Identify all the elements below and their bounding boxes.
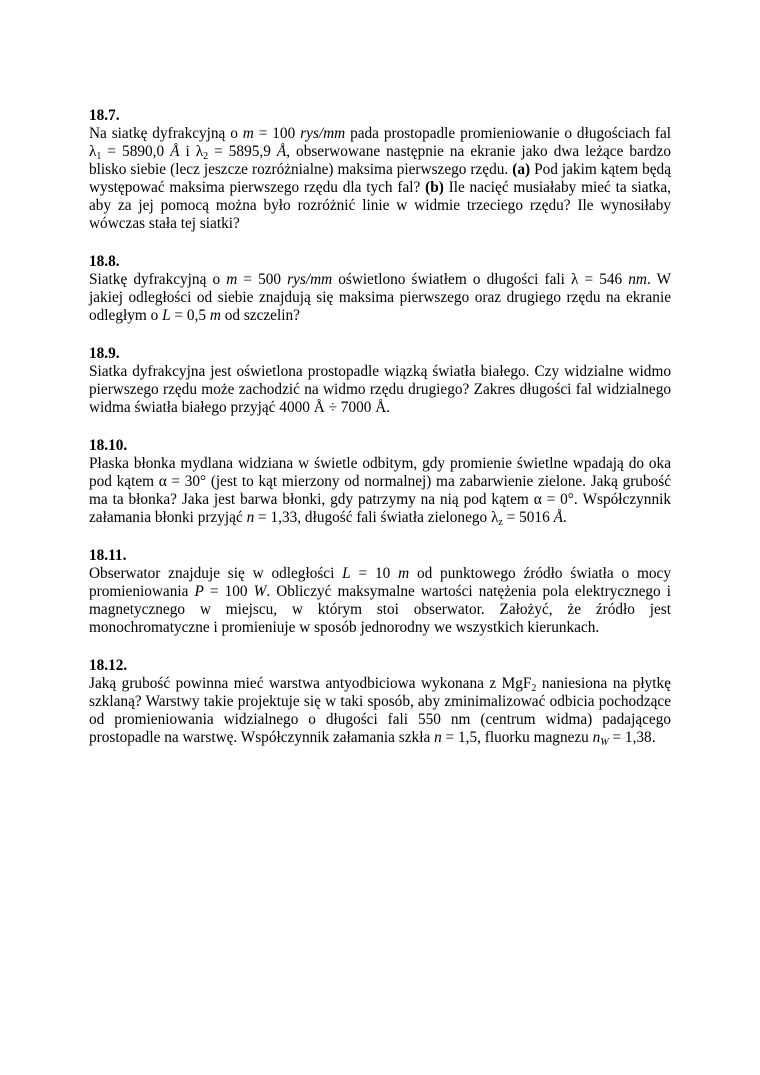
text-run: Ile nacięć musiałaby mieć ta siatka, aby za jej pomocą można było rozróżnić linie w widmie trzeciego rzędu? Ile wynosiłaby wówczas stała tej siatki? [89,179,671,232]
text-run: oświetlono światłem o długości fali λ = 546 [332,271,629,288]
text-run: rys/mm [287,271,333,288]
problem-text [89,125,671,233]
text-run: . Obliczyć maksymalne wartości natężenia pola elektrycznego i magnetycznego w miejscu, w którym stoi obserwator. Założyć, że źródło jest monochromatyczne i promieniuje w sposób jednorodny we wszystkich kierunkach. [89,583,672,636]
text-run: 2 [531,683,537,694]
text-run: Na siatkę dyfrakcyjną o [89,125,243,142]
text-run: = 5895,9 [208,143,277,160]
problem-number: 18.9. [89,345,120,362]
text-run: pada prostopadle promieniowanie o długościach fal [345,125,672,142]
text-run: = 1,5, fluorku magnezu [441,729,593,746]
text-run: Å [170,143,180,160]
problem-block [89,657,671,747]
text-run: . W jakiej odległości od siebie znajdują się maksima pierwszego oraz drugiego rzędu na ekranie odległym o [89,271,672,324]
text-run: Płaska błonka mydlana widziana w świetle odbitym, gdy promienie świetlne wpadają do oka pod kątem α = 30° (jest to kąt mierzony od normalnej) ma zabarwienie zielone. Jaką grubość ma ta błonka? Jaka jest barwa błonki, gdy patrzymy na nią pod kątem α = 0°. Współczynnik załamania błonki przyjąć [89,455,671,526]
text-run: , obserwowane następnie na ekranie jako dwa leżące bardzo blisko siebie (lecz jeszcze rozróżnialne) maksima pierwszego rzędu. [89,143,671,178]
problem-number: 18.7. [89,107,120,124]
text-run: = 5016 [502,509,554,526]
text-run: P [194,583,204,600]
text-run: Å [553,509,563,526]
problem-text [89,271,671,325]
text-run: = 500 [237,271,288,288]
text-run: Siatkę dyfrakcyjną o [89,271,227,288]
problem-text [89,675,671,747]
text-run: = 1,38. [608,729,656,746]
problem-text [89,565,671,637]
text-run: = 0,5 [170,307,210,324]
text-run: nm [628,271,647,288]
text-run: m [242,125,254,142]
text-run: m [226,271,238,288]
text-run: L [342,565,351,582]
text-run: (b) [425,179,444,196]
problem-list [89,107,671,747]
problem-block [89,437,671,527]
text-run: m [209,307,221,324]
problem-block [89,345,671,417]
text-run: n [592,729,601,746]
text-run: 2 [203,151,209,162]
problem-text [89,363,671,417]
text-run: = 100 [253,125,301,142]
text-run: Pod jakim kątem będą występować maksima pierwszego rzędu dla tych fal? [89,161,671,196]
text-run: 1 [96,151,102,162]
text-run: = 1,33, długość fali światła zielonego λ [254,509,499,526]
text-run: . [562,509,567,526]
text-run: λ [89,143,97,160]
text-run: (a) [512,161,531,178]
problem-number: 18.8. [89,253,120,270]
problem-number: 18.10. [89,437,128,454]
text-run: od szczelin? [220,307,300,324]
text-run: W [600,737,609,748]
text-run: i [179,143,196,160]
text-run: L [162,307,171,324]
problem-block [89,107,671,233]
text-run: = 10 [350,565,399,582]
problem-block [89,253,671,325]
text-run: Å [276,143,287,160]
text-run: Obserwator znajduje się w odległości [89,565,343,582]
text-run: n [246,509,255,526]
text-run: Siatka dyfrakcyjna jest oświetlona prostopadle wiązką światła białego. Czy widzialne widmo pierwszego rzędu może zachodzić na widmo rzędu drugiego? Zakres długości fal widzialnego widma światła białego przyjąć 4000 Å ÷ 7000 Å. [89,363,671,416]
text-run: = 100 [203,583,254,600]
text-run: = 5890,0 [101,143,171,160]
text-run: n [434,729,442,746]
text-run: W [253,583,267,600]
text-run: Jaką grubość powinna mieć warstwa antyodbiciowa wykonana z MgF [89,675,532,692]
text-run: naniesiona na płytkę szklaną? Warstwy takie projektuje się w taki sposób, aby zminimalizować odbicia pochodzące od promieniowania widzialnego o długości fali 550 nm (centrum widma) padającego prostopadle na warstwę. Współczynnik załamania szkła [89,675,671,746]
problem-number: 18.11. [89,547,127,564]
text-run: od punktowego źródło światła o mocy promieniowania [89,565,671,600]
text-run: m [398,565,410,582]
text-run: z [498,517,503,528]
text-run: λ [195,143,204,160]
document-page [89,107,671,767]
problem-text [89,455,671,527]
problem-number: 18.12. [89,657,128,674]
text-run: rys/mm [300,125,346,142]
problem-block [89,547,671,637]
